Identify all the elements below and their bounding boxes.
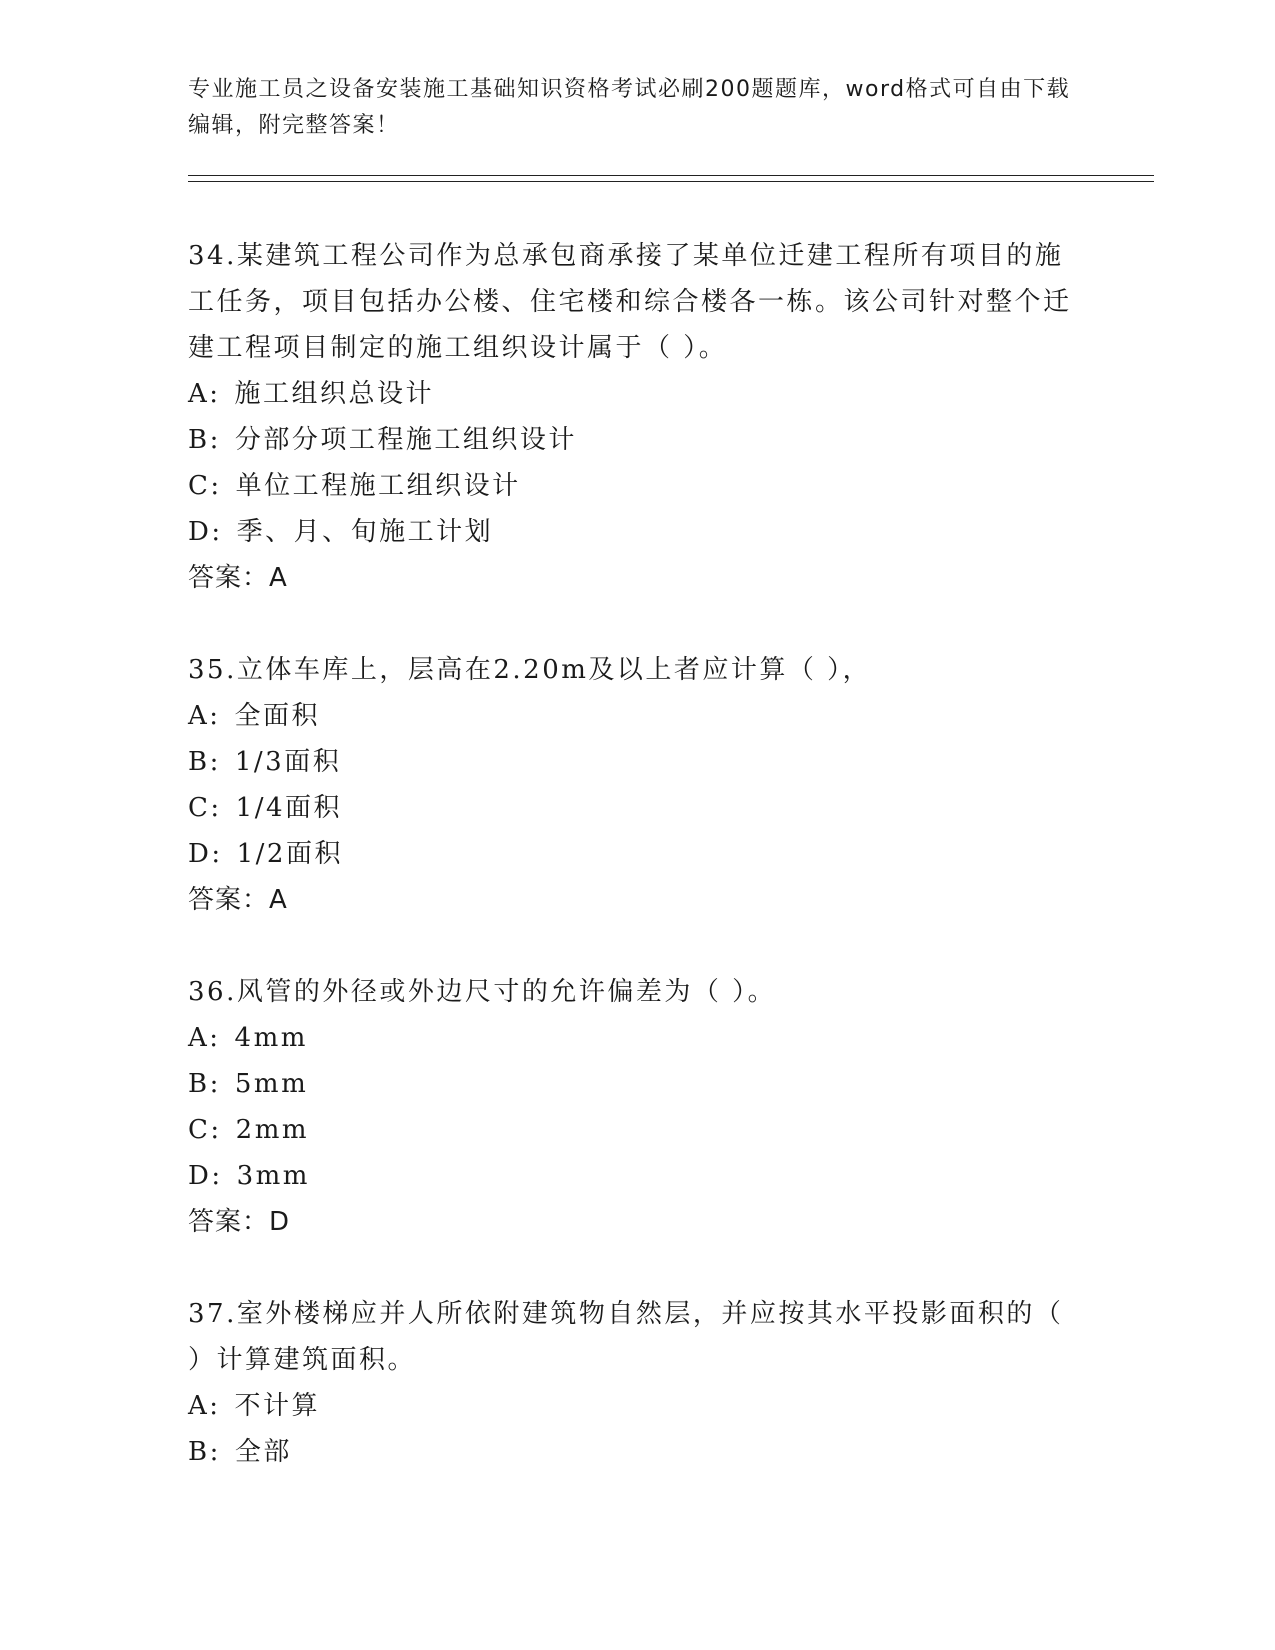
option-letter: A: — [188, 1023, 221, 1053]
option-letter: D: — [188, 1161, 223, 1191]
option-text: 5mm — [234, 1069, 309, 1099]
option-text: 1/4面积 — [235, 793, 343, 823]
answer-label: 答案：A — [188, 563, 288, 593]
option-text: 季、月、旬施工计划 — [236, 517, 494, 547]
option-b — [188, 739, 1088, 785]
option-a — [188, 371, 1088, 417]
question-36 — [188, 969, 1088, 1245]
option-letter: C: — [188, 793, 222, 823]
question-35 — [188, 647, 1088, 923]
option-d — [188, 831, 1088, 877]
question-list — [188, 233, 1088, 1521]
question-text: 37.室外楼梯应并人所依附建筑物自然层，并应按其水平投影面积的（ ）计算建筑面积。 — [188, 1299, 1064, 1375]
option-b — [188, 1061, 1088, 1107]
question-text: 34.某建筑工程公司作为总承包商承接了某单位迁建工程所有项目的施工任务，项目包括办公楼、住宅楼和综合楼各一栋。该公司针对整个迁建工程项目制定的施工组织设计属于（ ）。 — [188, 241, 1072, 363]
option-a — [188, 1015, 1088, 1061]
option-text: 2mm — [235, 1115, 310, 1145]
option-letter: C: — [188, 471, 222, 501]
option-text: 1/2面积 — [236, 839, 343, 869]
option-letter: B: — [188, 747, 221, 777]
option-text: 3mm — [236, 1161, 310, 1191]
option-text: 单位工程施工组织设计 — [235, 471, 521, 501]
option-letter: B: — [188, 1069, 221, 1099]
document-header: 专业施工员之设备安装施工基础知识资格考试必刷200题题库，word格式可自由下载编辑，附完整答案！ — [188, 77, 1071, 138]
option-text: 4mm — [234, 1023, 308, 1053]
option-letter: A: — [188, 1391, 221, 1421]
option-text: 全部 — [234, 1437, 292, 1467]
option-letter: B: — [188, 1437, 221, 1467]
option-b — [188, 417, 1088, 463]
question-37 — [188, 1291, 1088, 1475]
option-text: 1/3面积 — [234, 747, 342, 777]
option-letter: B: — [188, 425, 221, 455]
answer-label: 答案：A — [188, 885, 288, 915]
option-d — [188, 1153, 1088, 1199]
option-d — [188, 509, 1088, 555]
option-letter: C: — [188, 1115, 222, 1145]
header-divider-bottom — [188, 181, 1154, 182]
option-letter: D: — [188, 839, 223, 869]
answer-label: 答案：D — [188, 1207, 291, 1237]
option-a — [188, 1383, 1088, 1429]
option-c — [188, 1107, 1088, 1153]
question-text: 36.风管的外径或外边尺寸的允许偏差为（ ）。 — [188, 977, 777, 1007]
question-34 — [188, 233, 1088, 601]
option-b — [188, 1429, 1088, 1475]
option-a — [188, 693, 1088, 739]
option-letter: A: — [188, 379, 221, 409]
option-text: 施工组织总设计 — [234, 379, 435, 409]
option-text: 不计算 — [234, 1391, 321, 1421]
option-c — [188, 785, 1088, 831]
option-letter: A: — [188, 701, 221, 731]
option-text: 分部分项工程施工组织设计 — [234, 425, 577, 455]
header-divider-top — [188, 175, 1154, 176]
option-letter: D: — [188, 517, 223, 547]
option-text: 全面积 — [234, 701, 321, 731]
question-text: 35.立体车库上，层高在2.20m及以上者应计算（ ）， — [188, 655, 872, 685]
option-c — [188, 463, 1088, 509]
